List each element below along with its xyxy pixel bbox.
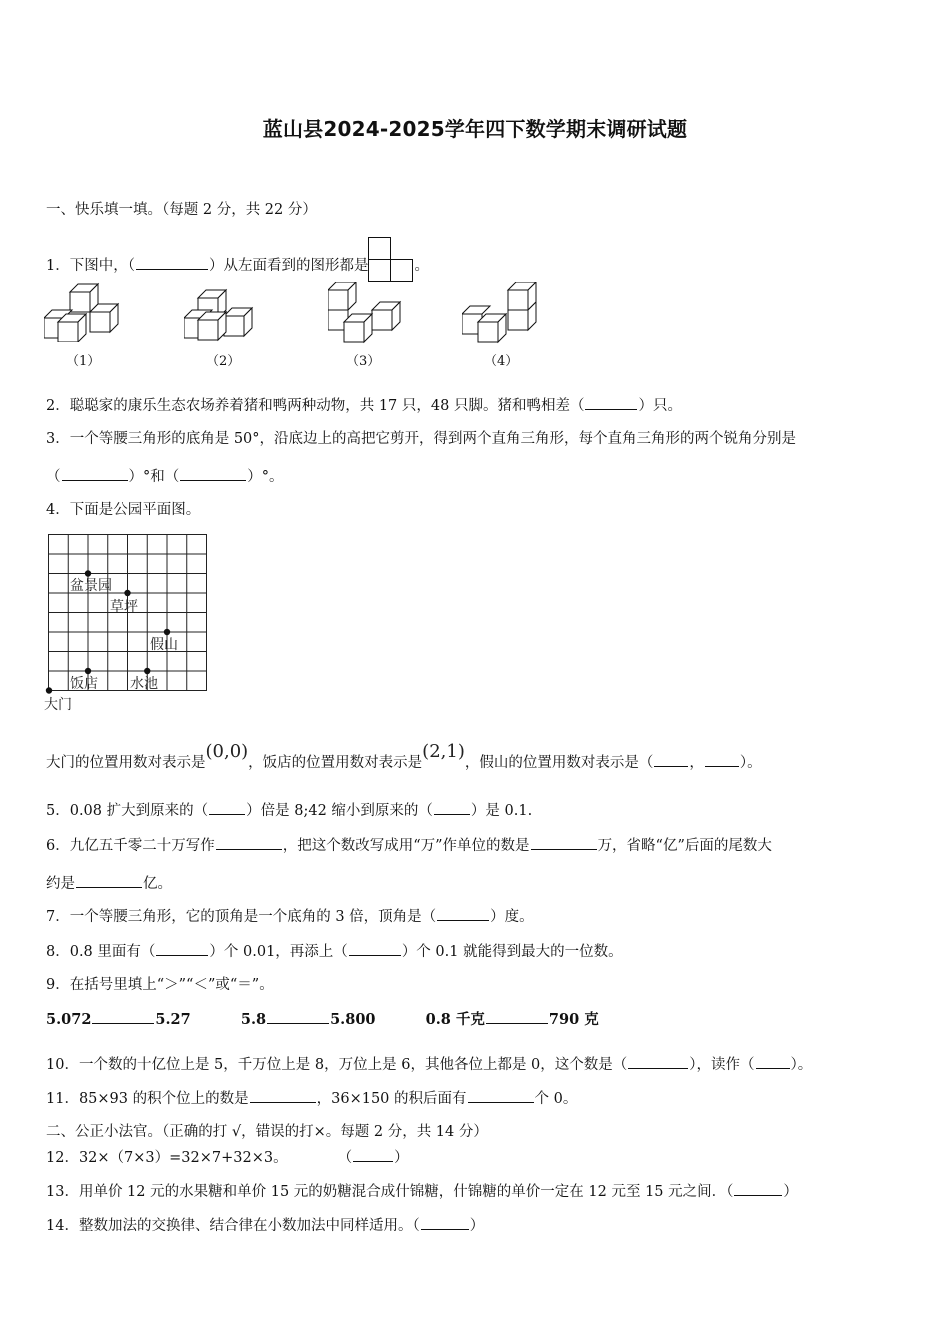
q4-text-c: ，假山的位置用数对表示是（ [464, 755, 654, 771]
map-label-hotel: 饭店 [70, 676, 98, 692]
q11-blank-2[interactable] [468, 1088, 534, 1103]
q9-item-3-left: 0.8 千克 [425, 1011, 485, 1028]
map-label-lawn: 草坪 [110, 599, 138, 615]
q9-item-1-right: 5.27 [155, 1011, 191, 1028]
q3-blank-1[interactable] [62, 466, 128, 481]
q2-text: 2．聪聪家的康乐生态农场养着猪和鸭两种动物，共 17 只，48 只脚。猪和鸭相差（ [46, 398, 585, 414]
q5-text-b: ）倍是 8;42 缩小到原来的（ [246, 803, 433, 819]
question-10 [46, 1054, 812, 1075]
question-7 [46, 906, 534, 927]
figure-label-1: （1） [66, 354, 101, 369]
q4-blank-1[interactable] [654, 752, 688, 767]
q8-text-b: ）个 0.01，再添上（ [209, 944, 348, 960]
q11-text-c: 个 0。 [534, 1091, 578, 1107]
q8-blank-2[interactable] [349, 941, 401, 956]
q6-text-b: ，把这个数改写成用“万”作单位的数是 [282, 838, 530, 854]
park-map [44, 532, 214, 717]
section-2-heading: 二、公正小法官。（正确的打 √，错误的打×。每题 2 分，共 14 分） [46, 1124, 488, 1140]
q8-blank-1[interactable] [156, 941, 208, 956]
q3-text-a: （ [46, 469, 61, 485]
page-title: 蓝山县2024-2025学年四下数学期末调研试题 [262, 117, 688, 141]
gate-point [46, 687, 52, 693]
cube-figure-2 [184, 288, 264, 348]
q5-blank-1[interactable] [209, 800, 245, 815]
q6-text-d: 约是 [46, 876, 75, 892]
q7-blank[interactable] [437, 906, 489, 921]
q7-text-a: 7．一个等腰三角形，它的顶角是一个底角的 3 倍，顶角是（ [46, 909, 437, 925]
map-label-pool: 水池 [130, 676, 158, 692]
figure-label-3: （3） [346, 354, 381, 369]
q1-text-b: ）从左面看到的图形都是 [208, 258, 369, 274]
q11-text-a: 11．85×93 的积个位上的数是 [46, 1091, 249, 1107]
q12-blank[interactable] [353, 1147, 393, 1162]
map-label-rockery: 假山 [150, 637, 178, 653]
q4-blank-2[interactable] [705, 752, 739, 767]
q9-item-2-left: 5.8 [240, 1011, 267, 1028]
q10-blank-1[interactable] [628, 1054, 688, 1069]
q2-text-end: ）只。 [638, 398, 682, 414]
q10-text-a: 10．一个数的十亿位上是 5，千万位上是 8，万位上是 6，其他各位上都是 0，这个数是（ [46, 1057, 628, 1073]
map-label-gate: 大门 [44, 697, 72, 713]
figure-label-4: （4） [484, 354, 519, 369]
q3-text-b: ）°和（ [128, 469, 180, 485]
q6-blank-2[interactable] [531, 835, 597, 850]
q8-text-c: ）个 0.1 就能得到最大的一位数。 [401, 944, 623, 960]
q1-blank[interactable] [136, 255, 208, 270]
question-4: 4．下面是公园平面图。 [46, 502, 201, 518]
q3-blank-2[interactable] [180, 466, 246, 481]
question-3-line-1: 3．一个等腰三角形的底角是 50°，沿底边上的高把它剪开，得到两个直角三角形，每个直角三角形的两个锐角分别是 [46, 431, 797, 447]
q12-text-b: （ [337, 1150, 353, 1166]
q4-text-d: ， [689, 755, 704, 771]
gate-coordinate: (0,0) [205, 741, 249, 762]
cube-figure-4 [462, 282, 542, 344]
q13-blank[interactable] [734, 1181, 782, 1196]
question-8 [46, 941, 623, 962]
q13-text-b: ） [783, 1184, 798, 1200]
q8-text-a: 8．0.8 里面有（ [46, 944, 156, 960]
q2-blank[interactable] [585, 395, 637, 410]
q1-text-a: 1．下图中，（ [46, 258, 135, 274]
q5-blank-2[interactable] [434, 800, 470, 815]
q14-blank[interactable] [421, 1215, 469, 1230]
q5-text-a: 5．0.08 扩大到原来的（ [46, 803, 209, 819]
q4-text-b: ，饭店的位置用数对表示是 [248, 755, 423, 771]
question-4-answer [46, 741, 762, 773]
q4-text-e: ）。 [739, 755, 762, 771]
q9-blank-1[interactable] [92, 1009, 154, 1024]
cube-figure-1 [44, 282, 124, 342]
q6-text-a: 6．九亿五千零二十万写作 [46, 838, 215, 854]
q9-item-2-right: 5.800 [330, 1011, 376, 1028]
question-11 [46, 1088, 577, 1109]
question-2 [46, 395, 682, 416]
question-9-items [46, 1009, 599, 1030]
map-label-bonsai: 盆景园 [70, 578, 112, 594]
q3-text-c: ）°。 [247, 469, 284, 485]
q6-text-e: 亿。 [143, 876, 172, 892]
question-13 [46, 1181, 798, 1202]
q9-blank-3[interactable] [486, 1009, 548, 1024]
q5-text-c: ）是 0.1. [470, 803, 533, 819]
q14-text-a: 14．整数加法的交换律、结合律在小数加法中同样适用。（ [46, 1218, 420, 1234]
q4-text-a: 大门的位置用数对表示是 [46, 755, 206, 771]
question-12 [46, 1147, 409, 1168]
q12-text-a: 12．32×（7×3）=32×7+32×3。 [46, 1150, 288, 1166]
q14-text-b: ） [469, 1218, 485, 1234]
q6-blank-1[interactable] [216, 835, 282, 850]
q11-blank-1[interactable] [250, 1088, 316, 1103]
cube-figure-3 [328, 282, 408, 344]
q9-item-1-left: 5.072 [46, 1011, 92, 1028]
q10-blank-2[interactable] [756, 1054, 790, 1069]
question-6-line-1 [46, 835, 772, 856]
q11-text-b: ，36×150 的积后面有 [316, 1091, 467, 1107]
q7-text-b: ）度。 [490, 909, 534, 925]
question-3-line-2 [46, 466, 284, 487]
q13-text-a: 13．用单价 12 元的水果糖和单价 15 元的奶糖混合成什锦糖，什锦糖的单价一定在 12 元至 15 元之间．（ [46, 1184, 734, 1200]
q10-text-c: ）。 [790, 1057, 813, 1073]
question-6-line-2 [46, 873, 172, 894]
q6-text-c: 万，省略“亿”后面的尾数大 [597, 838, 772, 854]
q10-text-b: ），读作（ [689, 1057, 755, 1073]
hotel-coordinate: (2,1) [422, 741, 465, 762]
section-1-heading: 一、快乐填一填。（每题 2 分，共 22 分） [46, 202, 317, 218]
figure-label-2: （2） [206, 354, 241, 369]
question-14 [46, 1215, 484, 1236]
q12-text-c: ） [394, 1150, 409, 1166]
question-9: 9．在括号里填上“＞”“＜”或“＝”。 [46, 977, 274, 993]
q9-blank-2[interactable] [267, 1009, 329, 1024]
q9-item-3-right: 790 克 [548, 1011, 599, 1028]
q1-text-c: 。 [414, 258, 429, 274]
question-5 [46, 800, 532, 821]
q6-blank-3[interactable] [76, 873, 142, 888]
